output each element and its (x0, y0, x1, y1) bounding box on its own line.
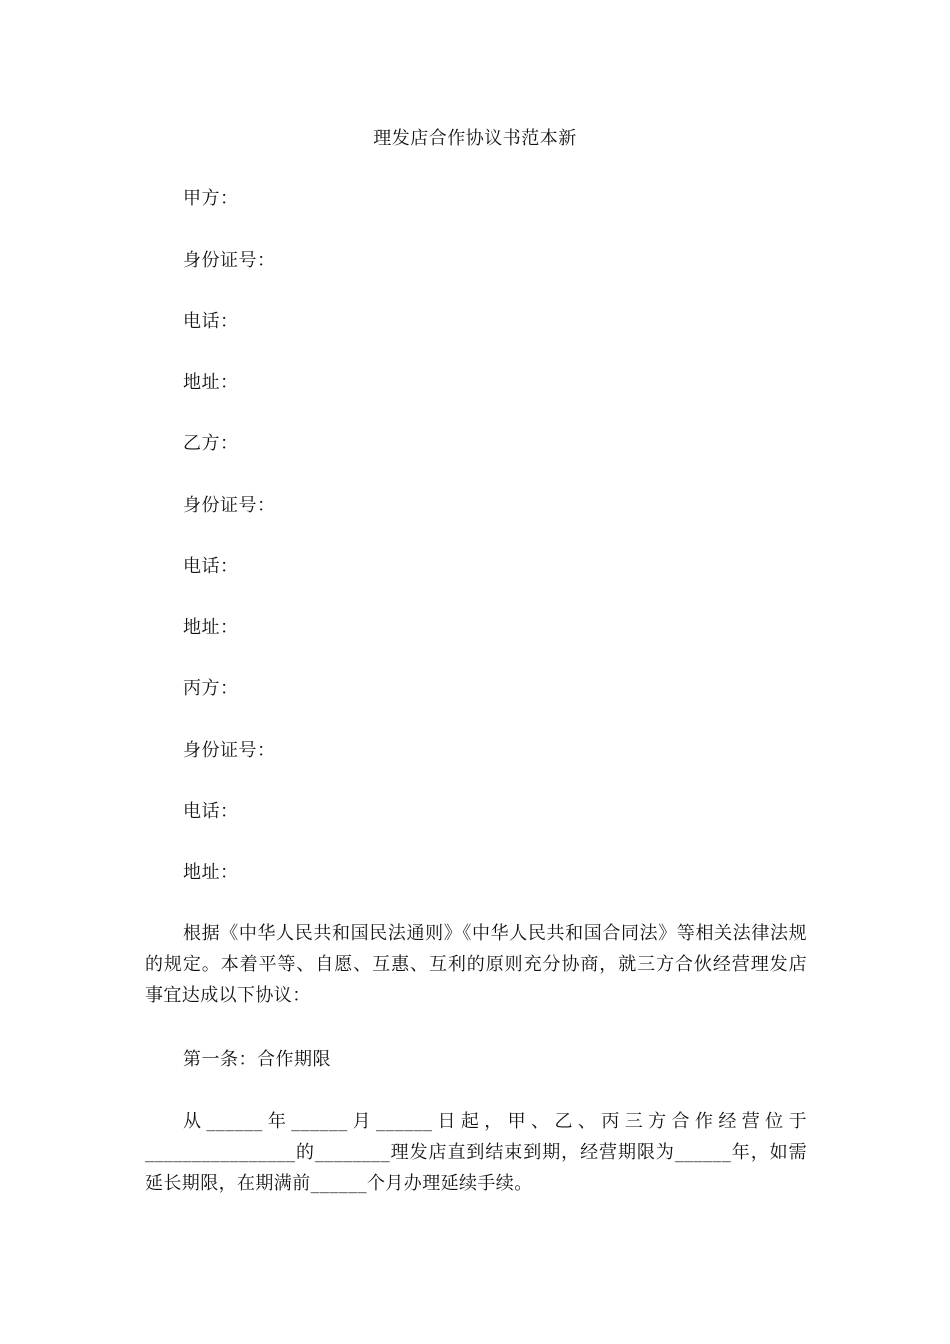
party-c-id-label: 身份证号： (183, 740, 276, 761)
article-1-body: 从______年______月______日起，甲、乙、丙三方合作经营位于________________的________理发店直到结束到期，经营期限为______年，如需延长期限，在期满前______个月办理延续手续。 (145, 1111, 807, 1194)
document-title: 理发店合作协议书范本新 (373, 128, 577, 149)
party-b-name-label: 乙方： (183, 433, 239, 454)
party-b-id-label: 身份证号： (183, 495, 276, 516)
intro-paragraph: 根据《中华人民共和国民法通则》《中华人民共和国合同法》等相关法律法规的规定。本着平等、自愿、互惠、互利的原则充分协商，就三方合伙经营理发店事宜达成以下协议： (145, 923, 807, 1006)
party-a-id-label: 身份证号： (183, 250, 276, 271)
party-a-phone-label: 电话： (183, 311, 239, 332)
article-1-heading: 第一条：合作期限 (183, 1049, 331, 1070)
party-c-address-label: 地址： (183, 862, 239, 883)
party-b-phone-label: 电话： (183, 556, 239, 577)
party-c-name-label: 丙方： (183, 678, 239, 699)
party-a-name-label: 甲方： (183, 188, 239, 209)
party-c-phone-label: 电话： (183, 801, 239, 822)
party-a-address-label: 地址： (183, 372, 239, 393)
party-b-address-label: 地址： (183, 617, 239, 638)
